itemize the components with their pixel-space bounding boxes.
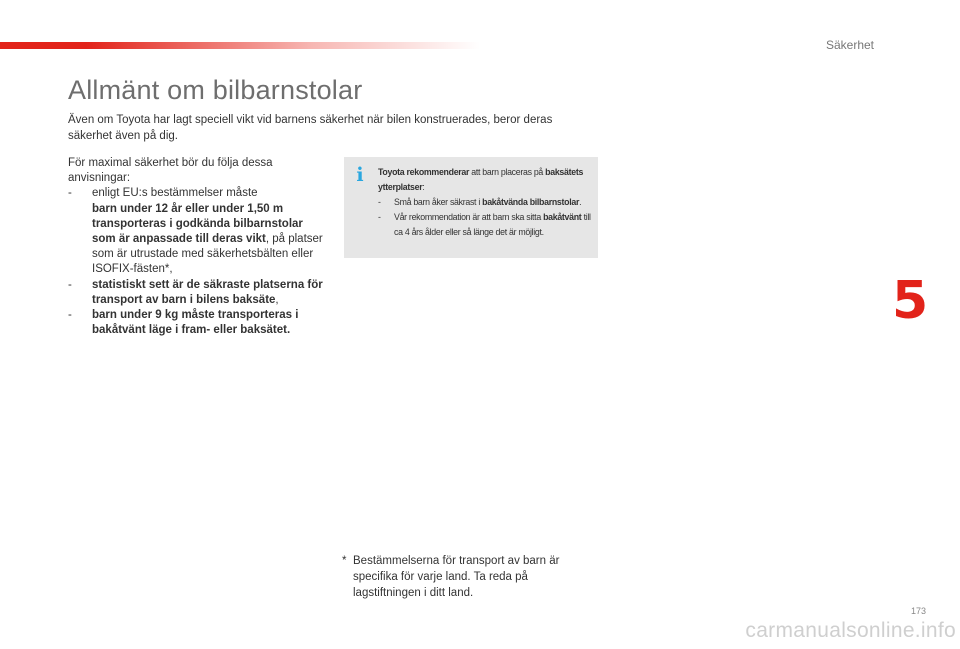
info-icon: i xyxy=(356,164,364,186)
section-title: Säkerhet xyxy=(825,38,874,52)
header-accent-bar xyxy=(0,42,480,49)
info-item-emphasis: bakåtvända bilbarnstolar xyxy=(482,197,580,207)
list-item-text: , xyxy=(275,293,279,306)
list-item xyxy=(68,186,323,277)
list-dash: - xyxy=(378,197,381,207)
footnote-text: Bestämmelserna för transport av barn är specifika för varje land. Ta reda på lagstiftningen i ditt land. xyxy=(353,555,560,599)
list-dash: - xyxy=(68,309,72,322)
info-item-text: till ca 4 års ålder eller så länge det är möjligt. xyxy=(394,212,591,237)
list-dash: - xyxy=(68,278,72,291)
info-box xyxy=(344,157,598,258)
chapter-number: 5 xyxy=(892,271,929,331)
info-lead-bold: baksätets ytterplatser xyxy=(378,167,584,192)
info-text xyxy=(378,165,592,240)
info-lead xyxy=(378,165,592,195)
watermark: carmanualsonline.info xyxy=(745,619,956,642)
page-title: Allmänt om bilbarnstolar xyxy=(68,75,363,105)
list-dash: - xyxy=(378,212,381,222)
list-item xyxy=(68,278,323,308)
list-item-emphasis: statistiskt sett är de säkraste platserna för transport av barn i bilens baksäte xyxy=(92,278,323,306)
info-list-item xyxy=(378,195,592,210)
instructions-column xyxy=(68,156,323,338)
list-item xyxy=(68,308,323,338)
info-lead-bold: Toyota rekommenderar xyxy=(378,167,470,177)
footnote xyxy=(342,553,572,601)
info-item-emphasis: bakåtvänt xyxy=(543,212,582,222)
info-item-text: Vår rekommendation är att barn ska sitta xyxy=(394,212,544,222)
intro-paragraph: Även om Toyota har lagt speciell vikt vid barnens säkerhet när bilen konstruerades, beror deras säkerhet även på dig. xyxy=(68,114,553,142)
info-list-item xyxy=(378,210,592,240)
instructions-lead: För maximal säkerhet bör du följa dessa anvisningar: xyxy=(68,157,273,185)
list-dash: - xyxy=(68,187,72,200)
info-item-text: Små barn åker säkrast i xyxy=(394,197,483,207)
list-item-emphasis: barn under 12 år eller under 1,50 m transporteras i godkända bilbarnstolar som är anpassade till deras vikt xyxy=(92,202,303,246)
info-lead-text: att barn placeras på xyxy=(469,167,546,177)
info-item-text: . xyxy=(579,197,582,207)
footnote-marker: * xyxy=(342,555,347,567)
list-item-emphasis: barn under 9 kg måste transporteras i bakåtvänt läge i fram- eller baksätet. xyxy=(92,309,299,337)
list-item-text: enligt EU:s bestämmelser måste xyxy=(92,187,258,200)
page-number: 173 xyxy=(910,606,926,616)
list-item-text: , på platser som är utrustade med säkerhetsbälten eller ISOFIX-fästen*, xyxy=(92,233,323,276)
info-lead-text: : xyxy=(422,182,425,192)
